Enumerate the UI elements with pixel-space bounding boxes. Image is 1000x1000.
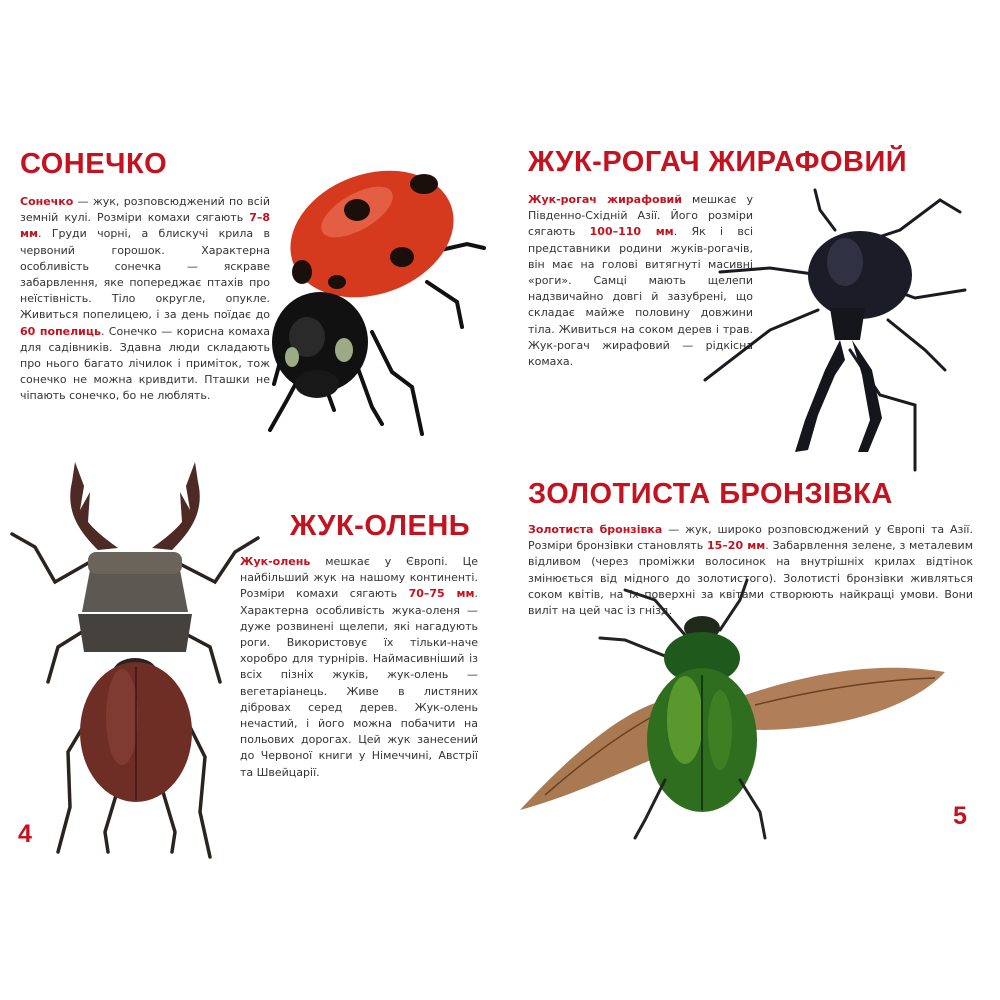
stag-beetle-title: ЖУК-ОЛЕНЬ [290, 510, 471, 542]
stag-beetle-size: 70–75 мм [408, 587, 475, 601]
golden-chafer-title: ЗОЛОТИСТА БРОНЗІВКА [528, 478, 893, 510]
ladybug-text-2: . Груди чорні, а блискучі крила в червоний горошок. Характерна особливість сонечка — яскраве забарвлення, яке попереджає птахів про неїстівність. Тіло округле, опукле. Живиться попелицею, і за день поїдає до [20, 227, 270, 322]
stag-beetle-term: Жук-олень [240, 555, 311, 568]
ladybug-title: СОНЕЧКО [20, 148, 168, 180]
stag-beetle-text-2: . Характерна особливість жука-оленя — дуже розвинені щелепи, які нагадують роги. Використовує їх тільки-наче хоробро для турнірів. Наймасивніший із всіх пізніх жуків, жук-олень — вегетаріанець. Живе в листяних дібровах серед дерев. Жук-олень нечастий, і його можна побачити на польових дорогах. Цей жук занесений до Червоної книги у Німеччині, Австрії та Швейцарії. [240, 587, 478, 779]
stag-beetle-image [10, 452, 265, 862]
right-page [500, 0, 1000, 1000]
golden-chafer-term: Золотиста бронзівка [528, 523, 663, 536]
ladybug-description [20, 194, 270, 405]
giraffe-stag-beetle-text-2: . Як і всі представники родини жуків-рогачів, він має на голові витягнуті масивні «роги». Самці мають щелепи надзвичайно довгі й зазубрені, що складає майже половину довжини тіла. Живиться на соком дерев і трав. Жук-рогач жирафовий — рідкісна комаха. [528, 225, 753, 369]
giraffe-stag-beetle-title: ЖУК-РОГАЧ ЖИРАФОВИЙ [528, 146, 908, 178]
golden-chafer-text-2: . Забарвлення зелене, з металевим відливом (через проміжки волосинок на внутрішніх крилах відтінок змінюється від мідного до золотистого). Золотисті бронзівки живляться соком квітів, на їх поверхні за квітами створюють найкращі умови. Вони виліт на цей час із гнізд. [528, 539, 973, 618]
ladybug-count: 60 попелиць [20, 324, 102, 338]
giraffe-stag-beetle-size: 100–110 мм [589, 225, 674, 239]
golden-chafer-image [515, 580, 950, 840]
page-number-left: 4 [18, 820, 32, 848]
ladybug-size: 7–8 мм [20, 211, 270, 241]
ladybug-term: Сонечко [20, 195, 74, 208]
giraffe-stag-beetle-term: Жук-рогач жирафовий [528, 193, 682, 206]
page-number-right: 5 [953, 802, 967, 830]
ladybug-image [262, 152, 492, 442]
giraffe-stag-beetle-image [700, 190, 970, 475]
golden-chafer-size: 15–20 мм [707, 539, 766, 553]
golden-chafer-text-1: — жук, широко розповсюджений у Європі та Азії. Розміри бронзівки становлять [528, 523, 973, 553]
ladybug-text-1: — жук, розповсюджений по всій земній кулі. Розміри комахи сягають [20, 195, 270, 225]
ladybug-text-3: . Сонечко — корисна комаха для садівників. Здавна люди складають про нього багато лічилок і приміток, тож сонечко не можна кривдити. Пташки не чіпають сонечко, бо не люблять. [20, 324, 270, 403]
giraffe-stag-beetle-text-1: мешкає у Південно-Східній Азії. Його розміри сягають [528, 193, 753, 239]
stag-beetle-text-1: мешкає у Європі. Це найбільший жук на нашому континенті. Розміри комахи сягають [240, 555, 478, 601]
stag-beetle-description [240, 554, 478, 781]
